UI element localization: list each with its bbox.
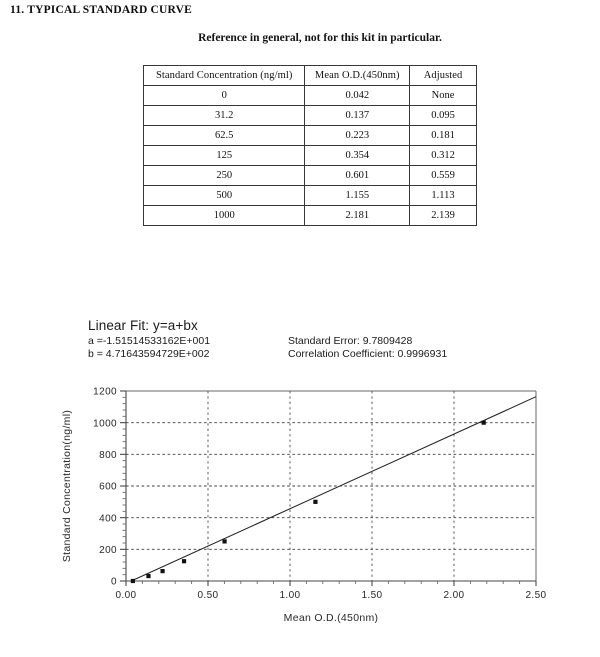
y-tick-label: 1200: [93, 386, 117, 398]
cell-concentration: 500: [144, 186, 305, 206]
cell-concentration: 125: [144, 146, 305, 166]
y-tick-label: 400: [99, 513, 117, 525]
data-point: [222, 539, 226, 543]
y-tick-label: 200: [99, 544, 117, 556]
column-header-adjusted: Adjusted: [410, 66, 477, 86]
table-row: [144, 86, 477, 106]
x-axis-title: Mean O.D.(450nm): [283, 612, 379, 624]
subtitle-note: Reference in general, not for this kit in particular.: [198, 32, 442, 44]
data-point: [482, 421, 486, 425]
grid-layer: [126, 391, 536, 581]
y-tick-label: 0: [111, 576, 117, 588]
cell-mean-od: 0.601: [305, 166, 410, 186]
standard-curve-chart: [50, 375, 590, 640]
table-row: [144, 166, 477, 186]
fit-row-b: [88, 348, 518, 361]
cell-mean-od: 1.155: [305, 186, 410, 206]
cell-adjusted: 0.181: [410, 126, 477, 146]
data-point: [146, 574, 150, 578]
fit-standard-error: Standard Error: 9.7809428: [288, 335, 413, 347]
cell-adjusted: 0.312: [410, 146, 477, 166]
table-row: [144, 146, 477, 166]
cell-mean-od: 0.354: [305, 146, 410, 166]
x-tick-label: 2.00: [443, 590, 465, 601]
cell-adjusted: 2.139: [410, 206, 477, 226]
table-header-row: [144, 66, 477, 86]
page-title: 11. TYPICAL STANDARD CURVE: [10, 4, 193, 16]
cell-concentration: 31.2: [144, 106, 305, 126]
cell-concentration: 1000: [144, 206, 305, 226]
fit-coefficient-a: a =-1.51514533162E+001: [88, 335, 211, 347]
data-series-layer: [131, 397, 536, 583]
cell-mean-od: 0.223: [305, 126, 410, 146]
y-tick-label: 800: [99, 449, 117, 461]
y-tick-label: 600: [99, 481, 117, 493]
y-tick-label: 1000: [93, 418, 117, 430]
tick-label-layer: [93, 387, 546, 601]
data-point: [160, 569, 164, 573]
tick-layer: [120, 391, 536, 586]
cell-mean-od: 0.137: [305, 106, 410, 126]
fit-row-a: [88, 335, 518, 348]
data-point: [131, 579, 135, 583]
table-row: [144, 106, 477, 126]
fit-line: [131, 397, 536, 581]
standard-curve-table: [143, 65, 477, 226]
fit-correlation-coefficient: Correlation Coefficient: 0.9996931: [288, 348, 448, 360]
table-row: [144, 126, 477, 146]
x-tick-label: 0.00: [115, 590, 137, 601]
x-tick-label: 1.50: [361, 590, 383, 601]
fit-coefficient-b: b = 4.71643594729E+002: [88, 348, 210, 360]
data-point: [182, 559, 186, 563]
cell-mean-od: 0.042: [305, 86, 410, 106]
column-header-concentration: Standard Concentration (ng/ml): [144, 66, 305, 86]
data-point: [313, 500, 317, 504]
cell-adjusted: 0.559: [410, 166, 477, 186]
x-tick-label: 0.50: [197, 590, 219, 601]
y-axis-title: Standard Concentration(ng/ml): [61, 409, 73, 563]
cell-adjusted: None: [410, 86, 477, 106]
cell-adjusted: 1.113: [410, 186, 477, 206]
table-row: [144, 206, 477, 226]
x-tick-label: 1.00: [279, 590, 301, 601]
linear-fit-summary: [88, 318, 518, 361]
column-header-mean-od: Mean O.D.(450nm): [305, 66, 410, 86]
cell-concentration: 0: [144, 86, 305, 106]
x-tick-label: 2.50: [525, 590, 547, 601]
chart-canvas: [50, 375, 590, 640]
cell-adjusted: 0.095: [410, 106, 477, 126]
fit-title: Linear Fit: y=a+bx: [88, 318, 198, 333]
table-row: [144, 186, 477, 206]
cell-concentration: 250: [144, 166, 305, 186]
cell-concentration: 62.5: [144, 126, 305, 146]
cell-mean-od: 2.181: [305, 206, 410, 226]
